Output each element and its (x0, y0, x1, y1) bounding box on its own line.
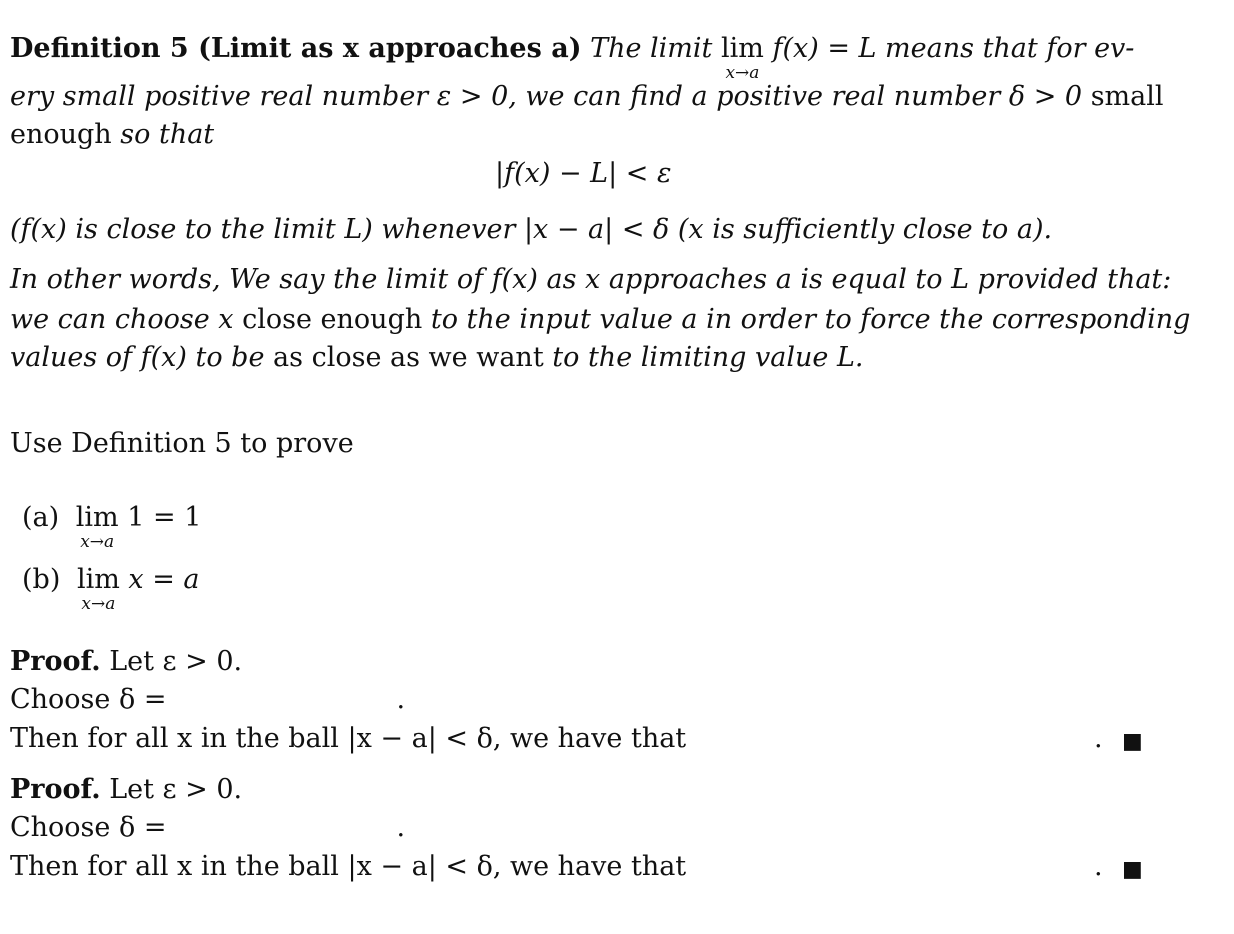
paragraph-text: to the limiting value L. (552, 342, 864, 373)
qed-square-icon: ■ (1122, 857, 1143, 882)
proof-1-header (10, 646, 242, 678)
definition-line-3 (10, 119, 214, 151)
lim-word: lim (76, 564, 120, 595)
proof-2-end-dot: . (1094, 851, 1103, 882)
paragraph-text: to the input value a in order to force the corresponding (430, 304, 1191, 335)
lim-subscript: x→a (725, 63, 760, 83)
paragraph-text: close enough (242, 304, 423, 335)
part-expression: 1 = 1 (127, 502, 202, 533)
proof-1-choose (10, 684, 405, 716)
paragraph-text: values of f(x) to be (10, 342, 265, 373)
definition-text: enough (10, 119, 112, 150)
proof-2-header (10, 774, 242, 806)
display-equation: |f(x) − L| < ε (495, 158, 672, 189)
definition-heading: Definition 5 (Limit as x approaches a) (10, 33, 582, 64)
paragraph-line-2 (10, 304, 1190, 336)
task-intro: Use Definition 5 to prove (10, 428, 354, 459)
paragraph-line-1: In other words, We say the limit of f(x) as x approaches a is equal to L provided that: (10, 264, 1172, 295)
limit-operator (75, 502, 119, 552)
lim-subscript: x→a (81, 594, 116, 614)
proof-2-choose (10, 812, 405, 844)
lim-word: lim (75, 502, 119, 533)
proof-1-end-dot: . (1094, 723, 1103, 754)
proof-title: Proof. (10, 774, 101, 805)
qed-square-icon: ■ (1122, 729, 1143, 754)
task-part-b (22, 564, 200, 614)
limit-operator (721, 33, 764, 83)
definition-line-5: (f(x) is close to the limit L) whenever |x − a| < δ (x is sufficiently close to a). (10, 214, 1053, 245)
proof-title: Proof. (10, 646, 101, 677)
definition-text: so that (120, 119, 215, 150)
proof-text: Let ε > 0. (109, 646, 243, 677)
definition-line-2 (10, 81, 1164, 113)
proof-text: Choose δ = (10, 684, 167, 715)
part-label: (a) (22, 502, 60, 533)
definition-text: The limit (590, 33, 713, 64)
part-label: (b) (22, 564, 61, 595)
task-part-a (22, 502, 202, 552)
proof-2-then: Then for all x in the ball |x − a| < δ, we have that (10, 851, 687, 882)
paragraph-text: as close as we want (273, 342, 544, 373)
proof-1-then: Then for all x in the ball |x − a| < δ, we have that (10, 723, 687, 754)
limit-operator (76, 564, 120, 614)
lim-word: lim (721, 33, 764, 64)
definition-line-1 (10, 33, 1135, 83)
proof-text: . (396, 812, 406, 843)
definition-text: f(x) = L means that for ev- (772, 33, 1135, 64)
part-expression: x = a (128, 564, 200, 595)
lim-subscript: x→a (80, 532, 115, 552)
proof-text: . (396, 684, 406, 715)
paragraph-line-3 (10, 342, 863, 374)
proof-text: Let ε > 0. (109, 774, 243, 805)
definition-text: ery small positive real number ε > 0, we can find a positive real number δ > 0 (10, 81, 1083, 112)
definition-text: small (1090, 81, 1164, 112)
paragraph-text: we can choose x (10, 304, 234, 335)
proof-text: Choose δ = (10, 812, 167, 843)
